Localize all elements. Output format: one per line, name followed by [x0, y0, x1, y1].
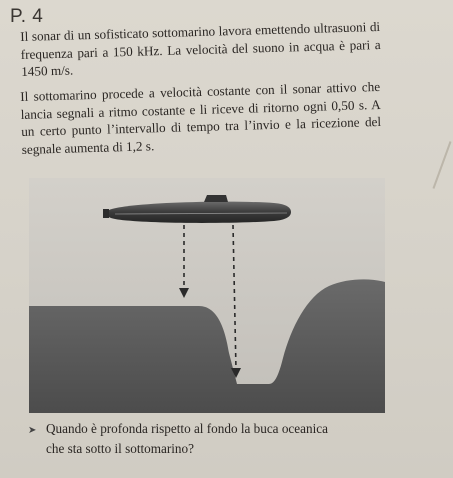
problem-paragraph-2: Il sottomarino procede a velocità costante con il sonar attivo che lancia segnali a ritmo costante e li riceve di ritorno ogni 0,50 s. A un certo punto l’intervallo di tempo tra l’invio e la ricezione del segnale aumenta di 1,2 s. [20, 78, 382, 157]
question-text [28, 420, 408, 457]
margin-pencil-mark [433, 141, 452, 189]
question-line-1: Quando è profonda rispetto al fondo la buca oceanica [46, 421, 328, 436]
problem-number: P. 4 [10, 6, 44, 27]
submarine-sonar-illustration [29, 178, 385, 413]
bullet-arrow-icon: ➤ [28, 425, 37, 436]
submarine-propeller [103, 209, 109, 218]
problem-paragraph-1: Il sonar di un sofisticato sottomarino lavora emettendo ultrasuoni di frequenza pari a 150 kHz. La velocità del suono in acqua è pari a 1450 m/s. [20, 18, 381, 80]
question-line-2: che sta sotto il sottomarino? [46, 440, 194, 456]
submarine-tower [204, 195, 228, 202]
